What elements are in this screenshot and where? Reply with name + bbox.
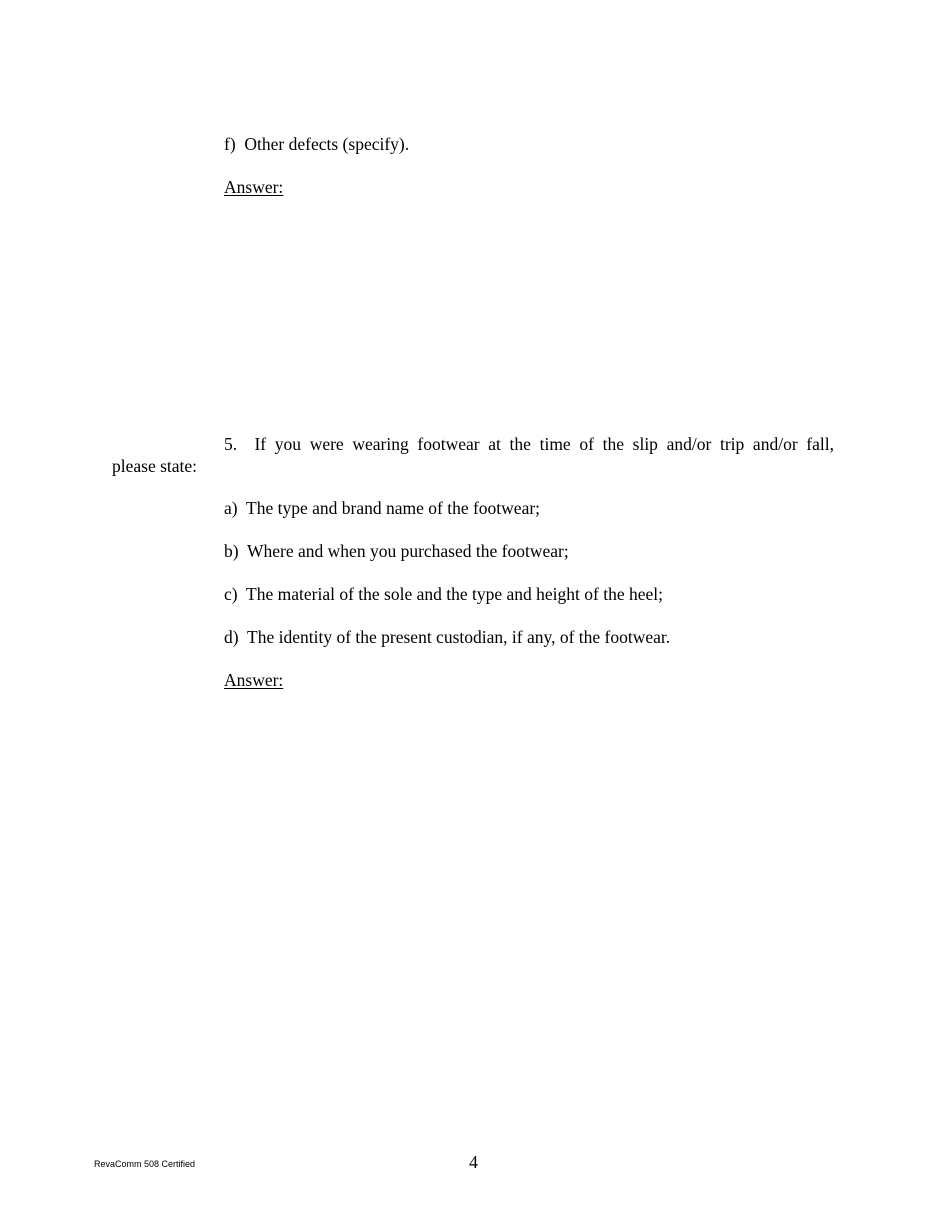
footer-certification: RevaComm 508 Certified: [94, 1159, 196, 1169]
question-5-text: If you were wearing footwear at the time of the slip and/or trip and/or fall,: [254, 434, 835, 454]
answer-label-1: Answer:: [224, 177, 284, 197]
answer-label-2: Answer:: [224, 670, 284, 690]
sub-item-label: a): [224, 498, 238, 518]
sub-item-text: The type and brand name of the footwear;: [246, 498, 541, 518]
item-f-text: Other defects (specify).: [244, 134, 410, 154]
sub-item-text: The material of the sole and the type and height of the heel;: [246, 584, 663, 604]
sub-item-label: d): [224, 627, 239, 647]
question-5-line-1: [224, 434, 834, 454]
item-f: [224, 134, 409, 154]
sub-item-a: [224, 498, 540, 518]
question-5-line-2: please state:: [112, 456, 198, 476]
sub-item-label: c): [224, 584, 238, 604]
page-number: 4: [469, 1152, 478, 1172]
sub-item-text: Where and when you purchased the footwear;: [247, 541, 569, 561]
sub-item-c: [224, 584, 663, 604]
sub-item-label: b): [224, 541, 239, 561]
sub-item-text: The identity of the present custodian, if any, of the footwear.: [247, 627, 671, 647]
question-5-number: 5.: [224, 434, 238, 454]
sub-item-b: [224, 541, 569, 561]
sub-item-d: [224, 627, 670, 647]
item-f-label: f): [224, 134, 236, 154]
